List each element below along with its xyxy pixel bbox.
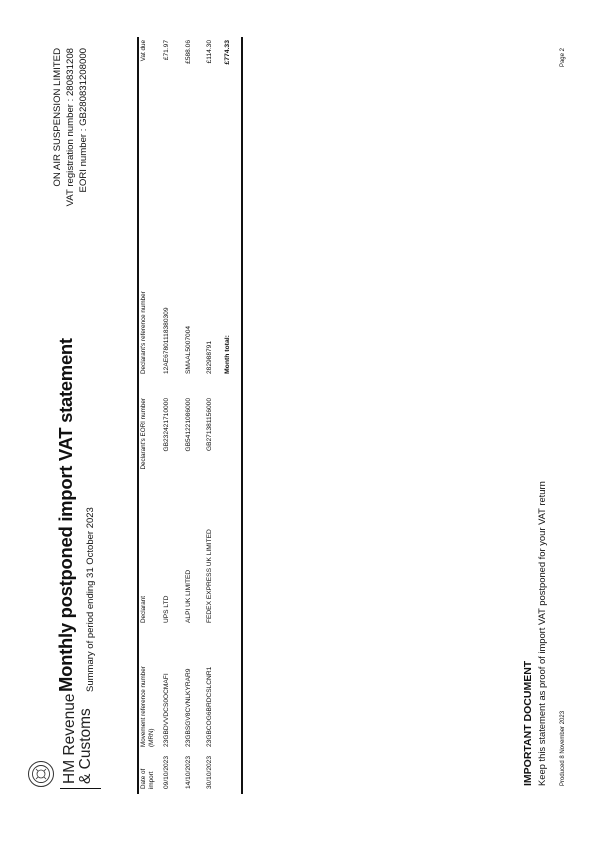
cell-vat-due: £114.30: [206, 40, 213, 64]
cell-mrn: 23GBDVVDCS0OCMAFI: [163, 673, 170, 747]
cell-declarant-reference: 12AE67801118380309: [163, 307, 170, 374]
cell-date: 09/10/2023: [163, 755, 170, 789]
logo-line-1: HM Revenue: [61, 693, 78, 784]
header-declarant: Declarant: [140, 596, 147, 623]
cell-declarant-reference: SMAAL5007004: [185, 325, 192, 374]
important-notice-heading: IMPORTANT DOCUMENT: [522, 660, 534, 786]
cell-declarant-eori: GB541221086000: [185, 398, 192, 452]
cell-mrn: 23GBSGV8CVNLKYRAR9: [185, 668, 192, 747]
cell-mrn: 23GBCOG6BRDCSLCNR1: [206, 666, 213, 747]
cell-declarant: UPS LTD: [163, 595, 170, 623]
page-number: Page 2: [560, 48, 566, 68]
cell-declarant-reference: 282988791: [206, 340, 213, 374]
cell-vat-due: £71.97: [163, 40, 170, 61]
cell-date: 14/10/2023: [185, 755, 192, 789]
important-notice-text: Keep this statement as proof of import VAT postponed for your VAT return: [536, 481, 547, 786]
logo-line-2: & Customs: [77, 708, 94, 784]
cell-vat-due: £588.06: [185, 40, 192, 64]
table-bottom-rule: [241, 37, 243, 794]
vat-registration-number: VAT registration number : 280831208: [65, 48, 76, 207]
cell-date: 30/10/2023: [206, 755, 213, 789]
header-vat-due: Vat due: [140, 40, 147, 62]
cell-declarant-eori: GB232421710000: [163, 398, 170, 452]
header-declarant-eori: Declarant's EORI number: [140, 398, 147, 470]
cell-declarant: FEDEX EXPRESS UK LIMITED: [206, 529, 213, 623]
header-mrn: Movement reference number (MRN): [140, 666, 155, 747]
page-subtitle: Summary of period ending 31 October 2023: [85, 507, 96, 692]
company-name: ON AIR SUSPENSION LIMITED: [52, 48, 63, 187]
cell-declarant: ALPI UK LIMITED: [185, 569, 192, 623]
produced-date: Produced 8 November 2023: [560, 710, 566, 786]
logo-rule: [60, 788, 101, 789]
royal-crest-icon: [28, 761, 54, 787]
table-top-rule: [137, 37, 139, 794]
header-declarant-reference: Declarant's reference number: [140, 291, 147, 374]
month-total-label: Month total:: [224, 335, 231, 374]
page-title: Monthly postponed import VAT statement: [55, 338, 76, 692]
cell-declarant-eori: GB271381156000: [206, 398, 213, 452]
header-date-of-import: Date of import: [140, 768, 155, 789]
eori-number: EORI number : GB280831208000: [78, 48, 89, 193]
month-total-value: £774.33: [224, 40, 231, 65]
